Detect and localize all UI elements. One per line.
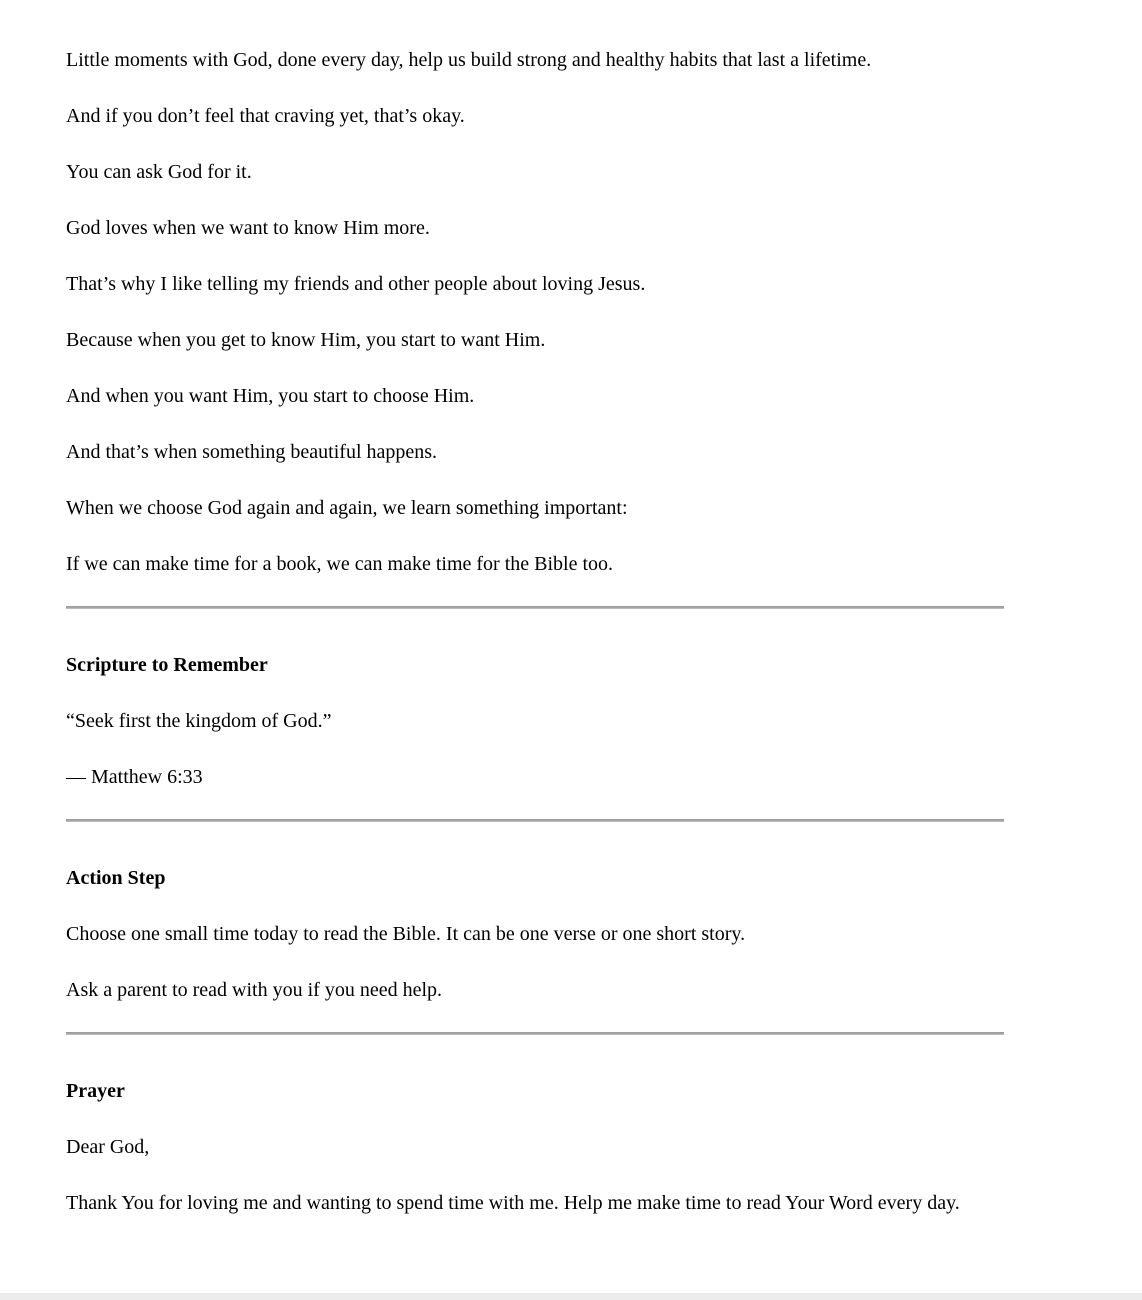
- section-heading-action-step: Action Step: [66, 867, 166, 889]
- section-divider: [66, 1032, 1004, 1035]
- scripture-quote: “Seek first the kingdom of God.”: [66, 710, 332, 732]
- intro-paragraph: That’s why I like telling my friends and other people about loving Jesus.: [66, 273, 646, 295]
- intro-paragraph: And when you want Him, you start to choose Him.: [66, 385, 475, 407]
- horizontal-scrollbar-track[interactable]: [0, 1293, 1142, 1300]
- section-heading-scripture: Scripture to Remember: [66, 654, 268, 676]
- section-divider: [66, 606, 1004, 609]
- action-step-paragraph: Choose one small time today to read the Bible. It can be one verse or one short story.: [66, 923, 746, 945]
- intro-paragraph: You can ask God for it.: [66, 161, 252, 183]
- section-heading-prayer: Prayer: [66, 1080, 125, 1102]
- intro-paragraph: When we choose God again and again, we learn something important:: [66, 497, 628, 519]
- scripture-reference: — Matthew 6:33: [66, 766, 203, 788]
- intro-paragraph: And if you don’t feel that craving yet, that’s okay.: [66, 105, 465, 127]
- prayer-paragraph: Dear God,: [66, 1136, 150, 1158]
- intro-paragraph: God loves when we want to know Him more.: [66, 217, 430, 239]
- intro-paragraph: And that’s when something beautiful happens.: [66, 441, 438, 463]
- prayer-paragraph: Thank You for loving me and wanting to spend time with me. Help me make time to read Your Word every day.: [66, 1192, 960, 1214]
- document-content: [66, 46, 1004, 1217]
- intro-paragraph: Because when you get to know Him, you start to want Him.: [66, 329, 546, 351]
- action-step-paragraph: Ask a parent to read with you if you need help.: [66, 979, 443, 1001]
- section-divider: [66, 819, 1004, 822]
- intro-paragraph: Little moments with God, done every day, help us build strong and healthy habits that last a lifetime.: [66, 49, 872, 71]
- intro-paragraph: If we can make time for a book, we can make time for the Bible too.: [66, 553, 614, 575]
